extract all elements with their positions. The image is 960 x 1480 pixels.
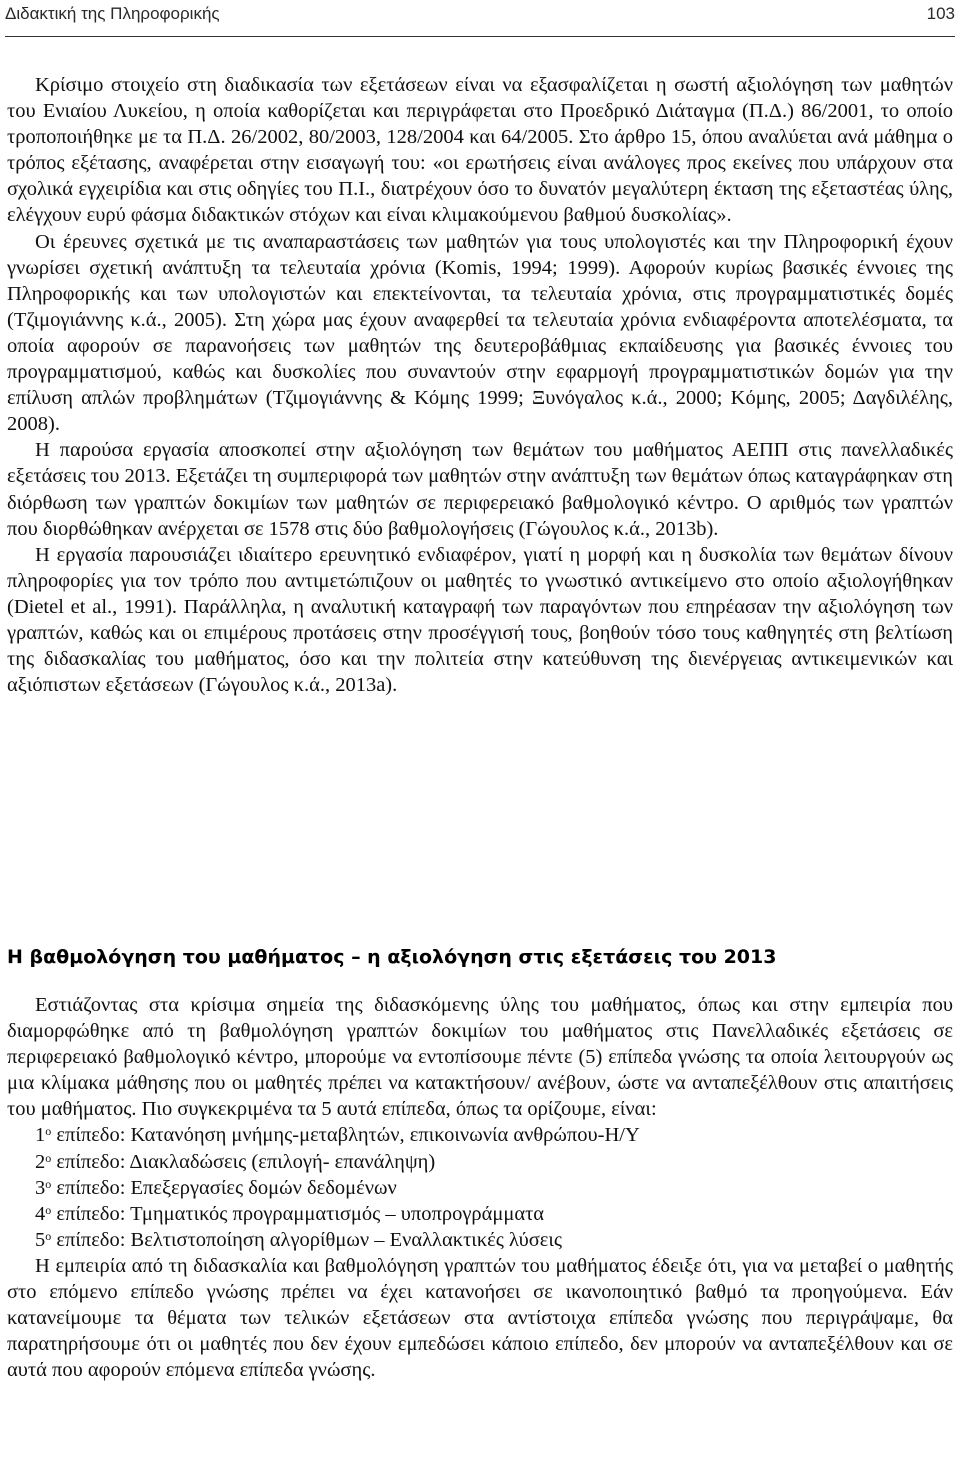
level-description: επίπεδο: Κατανόηση μνήμης-μεταβλητών, επικοινωνία ανθρώπου-Η/Υ bbox=[51, 1124, 640, 1147]
list-item bbox=[7, 1227, 953, 1253]
ordinal-suffix: ο bbox=[45, 1228, 52, 1243]
level-number: 2 bbox=[35, 1150, 46, 1173]
grading-section bbox=[7, 992, 953, 1383]
level-number: 3 bbox=[35, 1176, 46, 1199]
list-item bbox=[7, 1175, 953, 1201]
section-heading: Η βαθμολόγηση του μαθήματος – η αξιολόγηση στις εξετάσεις του 2013 bbox=[7, 946, 777, 968]
level-number: 4 bbox=[35, 1202, 46, 1225]
page-number: 103 bbox=[926, 4, 955, 23]
ordinal-suffix: ο bbox=[45, 1124, 52, 1139]
level-description: επίπεδο: Διακλαδώσεις (επιλογή- επανάληψη) bbox=[51, 1150, 436, 1173]
running-header bbox=[5, 4, 955, 28]
level-number: 1 bbox=[35, 1124, 46, 1147]
paragraph-knowledge-levels-intro: Εστιάζοντας στα κρίσιμα σημεία της διδασκόμενης ύλης του μαθήματος, όπως και στην εμπειρία που διαμορφώθηκε από τη βαθμολόγηση γραπτών δοκιμίων του μαθήματος στις Πανελλαδικές εξετάσεις σε περιφερειακό βαθμολογικό κέντρο, μπορούμε να εντοπίσουμε πέντε (5) επίπεδα γνώσης τα οποία λειτουργούν ως μια κλίμακα μάθησης που οι μαθητές πρέπει να κατακτήσουν/ ανέβουν, ώστε να ανταπεξέλθουν στις απαιτήσεις του μαθήματος. Πιο συγκεκριμένα τα 5 αυτά επίπεδα, όπως τα ορίζουμε, είναι: bbox=[7, 994, 953, 1121]
paragraph-closing: Η εμπειρία από τη διδασκαλία και βαθμολόγηση γραπτών του μαθήματος έδειξε ότι, για να μεταβεί ο μαθητής στο επόμενο επίπεδο γνώσης πρέπει να έχει κατανοήσει σε ικανοποιητικό βαθμό τα προηγούμενα. Εάν κατανείμουμε τα θέματα των τελικών εξετάσεων στα αντίστοιχα επίπεδα γνώσης που περιγράψαμε, θα παρατηρήσουμε ότι οι μαθητές που δεν έχουν εμπεδώσει κάποιο επίπεδο, δεν μπορούν να ανταπεξέλθουν και σε αυτά που αφορούν επόμενα επίπεδα γνώσης. bbox=[7, 1254, 953, 1382]
header-title: Διδακτική της Πληροφορικής bbox=[5, 4, 220, 23]
ordinal-suffix: ο bbox=[45, 1150, 52, 1165]
list-item bbox=[7, 1201, 953, 1227]
paragraph-research-interest: Η εργασία παρουσιάζει ιδιαίτερο ερευνητικό ενδιαφέρον, γιατί η μορφή και η δυσκολία των θεμάτων δίνουν πληροφορίες για τον τρόπο που αντιμετώπιζουν οι μαθητές το γνωστικό αντικείμενο στο οποίο αξιολογήθηκαν (Dietel et al., 1991). Παράλληλα, η αναλυτική καταγραφή των παραγόντων που επηρέασαν την αξιολόγηση των γραπτών, καθώς και οι επιμέρους προτάσεις στην προσέγγισή τους, βοηθούν τόσο τους καθηγητές στη βελτίωση της διδασκαλίας του μαθήματος, όσο και την πολιτεία στην κατεύθυνση της διενέργειας αντικειμενικών και αξιόπιστων εξετάσεων (Γώγουλος κ.ά., 2013a). bbox=[7, 543, 953, 697]
list-item bbox=[7, 1149, 953, 1175]
paragraph-current-study: Η παρούσα εργασία αποσκοπεί στην αξιολόγηση των θεμάτων του μαθήματος ΑΕΠΠ στις πανελλαδικές εξετάσεις του 2013. Εξετάζει τη συμπεριφορά των μαθητών στην ανάπτυξη των θεμάτων όπως καταγράφηκαν στη διόρθωση των γραπτών δοκιμίων των μαθητών σε περιφερειακό βαθμολογικό κέντρο. Ο αριθμός των γραπτών που διορθώθηκαν ανέρχεται σε 1578 στις δύο βαθμολογήσεις (Γώγουλος κ.ά., 2013b). bbox=[7, 439, 953, 540]
ordinal-suffix: ο bbox=[45, 1176, 52, 1191]
list-item bbox=[7, 1122, 953, 1148]
level-number: 5 bbox=[35, 1228, 46, 1251]
knowledge-levels-list bbox=[7, 1122, 953, 1252]
header-rule bbox=[5, 36, 955, 37]
level-description: επίπεδο: Τμηματικός προγραμματισμός – υποπρογράμματα bbox=[51, 1202, 545, 1225]
level-description: επίπεδο: Επεξεργασίες δομών δεδομένων bbox=[51, 1176, 397, 1199]
intro-section bbox=[7, 72, 953, 698]
level-description: επίπεδο: Βελτιστοποίηση αλγορίθμων – Εναλλακτικές λύσεις bbox=[51, 1228, 563, 1251]
paragraph-student-representations: Οι έρευνες σχετικά με τις αναπαραστάσεις των μαθητών για τους υπολογιστές και την Πληροφορική έχουν γνωρίσει σχετική ανάπτυξη τα τελευταία χρόνια (Komis, 1994; 1999). Αφορούν κυρίως βασικές έννοιες της Πληροφορικής και των υπολογιστών και επεκτείνονται, τα τελευταία χρόνια, στις προγραμματιστικές δομές (Τζιμογιάννης κ.ά., 2005). Στη χώρα μας έχουν αναφερθεί τα τελευταία χρόνια ενδιαφέροντα αποτελέσματα, τα οποία αφορούν σε παρανοήσεις των μαθητών της δευτεροβάθμιας εκπαίδευσης για βασικές έννοιες του προγραμματισμού, καθώς και δυσκολίες που συναντούν στην εφαρμογή προγραμματιστικών δομών για την επίλυση απλών προβλημάτων (Τζιμογιάννης & Κόμης 1999; Ξυνόγαλος κ.ά., 2000; Κόμης, 2005; Δαγδιλέλης, 2008). bbox=[7, 230, 953, 436]
ordinal-suffix: ο bbox=[45, 1202, 52, 1217]
paragraph-exam-assessment: Κρίσιμο στοιχείο στη διαδικασία των εξετάσεων είναι να εξασφαλίζεται η σωστή αξιολόγηση των μαθητών του Ενιαίου Λυκείου, η οποία καθορίζεται και περιγράφεται στο Προεδρικό Διάταγμα (Π.Δ.) 86/2001, το οποίο τροποποιήθηκε με τα Π.Δ. 26/2002, 80/2003, 128/2004 και 64/2005. Στο άρθρο 15, όπου αναλύεται ανά μάθημα ο τρόπος εξέτασης, αναφέρεται στην εισαγωγή του: «οι ερωτήσεις είναι ανάλογες προς εκείνες που υπάρχουν στα σχολικά εγχειρίδια και στις οδηγίες του Π.Ι., διατρέχουν όσο το δυνατόν μεγαλύτερη έκταση της εξεταστέας ύλης, ελέγχουν ευρύ φάσμα διδακτικών στόχων και είναι κλιμακούμενου βαθμού δυσκολίας». bbox=[7, 74, 953, 227]
